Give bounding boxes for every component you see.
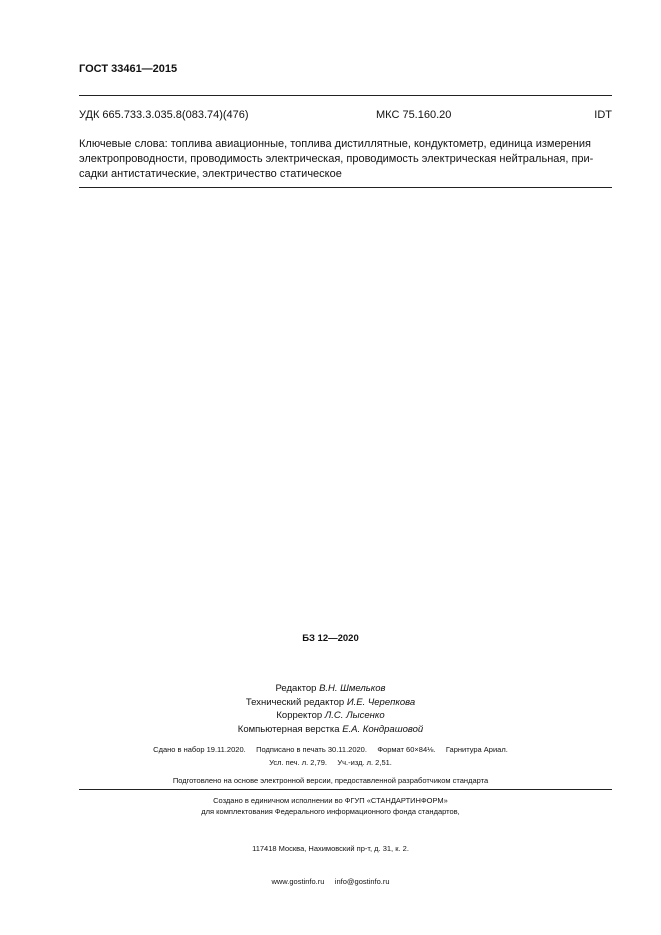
address-line: 117418 Москва, Нахимовский пр-т, д. 31, к. 2. (252, 844, 409, 853)
keywords-line-2: электропроводности, проводимость электрическая, проводимость электрическая нейтральная, при- (79, 153, 594, 165)
publishing-details-1: Сдано в набор 19.11.2020. Подписано в печать 30.11.2020. Формат 60×84⅛. Гарнитура Ариал. (153, 745, 508, 754)
standard-code: ГОСТ 33461—2015 (79, 63, 178, 75)
bz-number: БЗ 12—2020 (302, 633, 359, 644)
layout-name: Е.А. Кондрашовой (342, 723, 424, 735)
tech-editor-line (0, 696, 661, 710)
editor-name: В.Н. Шмельков (319, 683, 386, 694)
udc-code: УДК 665.733.3.035.8(083.74)(476) (79, 109, 249, 121)
prepared-note: Подготовлено на основе электронной версии, предоставленной разработчиком стандарта (172, 776, 489, 785)
created-note (0, 795, 661, 817)
corrector-name: Л.С. Лысенко (324, 710, 385, 721)
keywords-divider (79, 187, 612, 188)
layout-role: Компьютерная верстка (237, 723, 340, 735)
top-divider (79, 95, 612, 96)
tech-editor-role: Технический редактор (245, 696, 345, 708)
keywords-line-1: Ключевые слова: топлива авиационные, топлива дистиллятные, кондуктометр, единица измерения (79, 138, 591, 150)
editor-role: Редактор (275, 683, 317, 694)
created-line-2: для комплектования Федерального информационного фонда стандартов, (201, 807, 460, 816)
keywords-block (79, 137, 612, 182)
web-contacts: www.gostinfo.ru info@gostinfo.ru (271, 877, 390, 886)
tech-editor-name: И.Е. Черепкова (346, 696, 416, 708)
corrector-line (0, 709, 661, 723)
keywords-line-3: садки антистатические, электричество статическое (79, 168, 342, 180)
idt-label: IDT (594, 109, 612, 121)
editor-line (0, 682, 661, 696)
layout-line (0, 723, 661, 737)
created-line-1: Создано в единичном исполнении во ФГУП «СТАНДАРТИНФОРМ» (213, 796, 448, 805)
publisher-address (0, 821, 661, 898)
staff-credits (0, 682, 661, 736)
bottom-divider (79, 789, 612, 790)
mks-code: МКС 75.160.20 (376, 109, 452, 121)
publishing-details-2: Усл. печ. л. 2,79. Уч.-изд. л. 2,51. (269, 758, 392, 767)
corrector-role: Корректор (276, 710, 323, 721)
